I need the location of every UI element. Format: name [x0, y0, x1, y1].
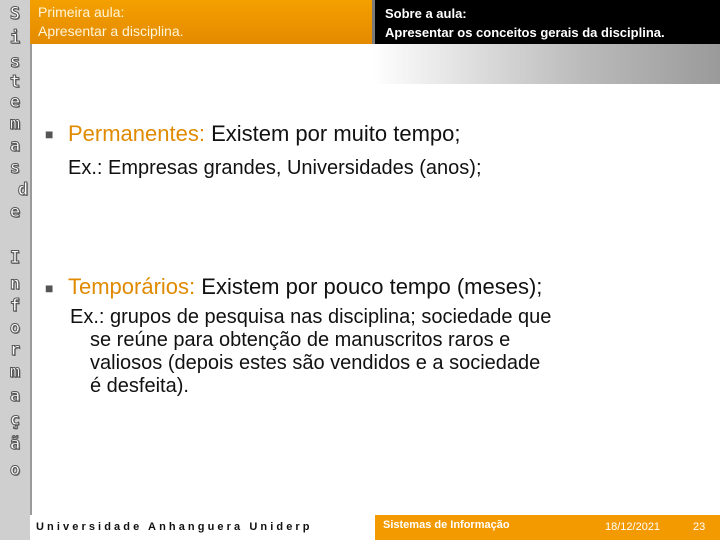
- example-line: é desfeita).: [90, 375, 189, 397]
- sidebar-letter: d: [17, 180, 29, 200]
- bullet-icon: ■: [45, 126, 54, 142]
- footer-info-panel: [375, 515, 720, 540]
- sidebar-letter: e: [9, 92, 21, 112]
- item-temporarios-heading: [68, 274, 542, 300]
- term-temporarios: Temporários:: [68, 274, 196, 299]
- bullet-icon: ■: [45, 280, 54, 296]
- header-lesson-panel: [30, 0, 372, 44]
- example-line: Ex.: grupos de pesquisa nas disciplina; sociedade que: [70, 306, 552, 328]
- footer-course: Sistemas de Informação: [383, 519, 510, 531]
- vertical-title-sidebar: [0, 0, 32, 540]
- footer-page-number: 23: [693, 521, 706, 533]
- footer-date: 18/12/2021: [605, 521, 661, 533]
- sidebar-letter: f: [9, 296, 21, 316]
- term-permanentes: Permanentes:: [68, 121, 205, 146]
- about-description: Apresentar os conceitos gerais da disciplina.: [385, 25, 665, 40]
- sidebar-letter: S: [9, 4, 21, 24]
- sidebar-letter: e: [9, 202, 21, 222]
- example-line: se reúne para obtenção de manuscritos raros e: [90, 329, 511, 351]
- sidebar-letter: r: [9, 340, 21, 360]
- sidebar-letter: t: [9, 72, 21, 92]
- sidebar-letter: ç: [9, 410, 21, 430]
- sidebar-letter: a: [9, 136, 21, 156]
- item-permanentes-heading: [68, 121, 461, 147]
- item-permanentes-example: Ex.: Empresas grandes, Universidades (anos);: [68, 157, 482, 179]
- sidebar-letter: o: [9, 318, 21, 338]
- item-temporarios-text: Existem por pouco tempo (meses);: [195, 274, 543, 299]
- header-about-panel: [375, 0, 720, 44]
- sidebar-letter: m: [9, 114, 21, 134]
- item-permanentes-text: Existem por muito tempo;: [204, 121, 461, 146]
- lesson-description: Apresentar a disciplina.: [38, 23, 184, 39]
- sidebar-letter: a: [9, 386, 21, 406]
- sidebar-letter: s: [9, 52, 21, 72]
- sidebar-letter: ã: [9, 434, 21, 454]
- sidebar-letter: n: [9, 274, 21, 294]
- sidebar-letter: s: [9, 158, 21, 178]
- sidebar-letter: o: [9, 460, 21, 480]
- sidebar-letter: i: [9, 28, 21, 48]
- footer: [30, 515, 720, 540]
- header-shadow-bar: [372, 44, 720, 84]
- lesson-label: Primeira aula:: [38, 4, 125, 20]
- footer-brand: Universidade Anhanguera Uniderp: [30, 515, 372, 540]
- example-line: valiosos (depois estes são vendidos e a sociedade: [90, 352, 541, 374]
- sidebar-letter: m: [9, 362, 21, 382]
- about-label: Sobre a aula:: [385, 6, 467, 21]
- sidebar-letter: I: [9, 248, 21, 268]
